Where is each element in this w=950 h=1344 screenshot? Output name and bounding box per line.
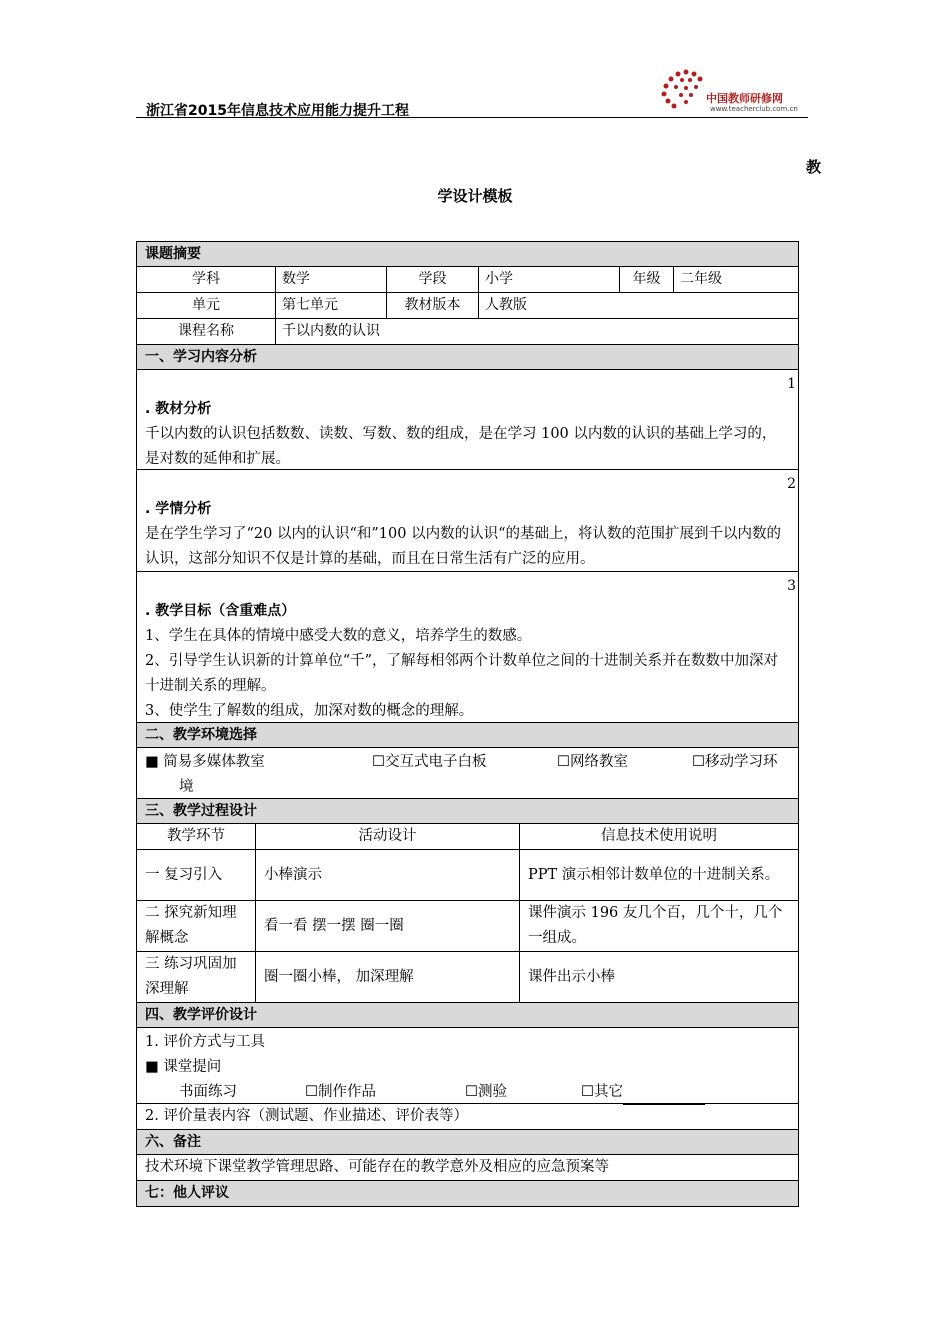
eval-option-work[interactable]: ☐制作作品 — [305, 1084, 376, 1100]
section2-heading: 二、教学环境选择 — [137, 723, 798, 748]
subject-value[interactable]: 数学 — [276, 267, 387, 292]
table-row — [137, 901, 798, 952]
col-activity-header: 活动设计 — [256, 824, 520, 849]
teaching-goal-item[interactable]: 1、学生在具体的情境中感受大数的意义，培养学生的数感。 — [145, 628, 532, 644]
evaluation-methods — [137, 1028, 798, 1104]
logo-url: www.teacherclub.com.cn — [710, 105, 798, 113]
process-header-row — [137, 824, 798, 850]
student-analysis-title: . 学情分析 — [145, 501, 212, 517]
eval-option-questioning[interactable]: ■ 课堂提问 — [145, 1059, 222, 1075]
section1-students — [137, 470, 798, 572]
notes-row — [137, 1155, 798, 1181]
logo-name: 中国教师研修网 — [706, 92, 783, 105]
eval-option-test[interactable]: ☐测验 — [465, 1084, 507, 1100]
env-option-mobile[interactable]: ☐移动学习环 — [692, 754, 778, 770]
stage-label: 学段 — [387, 267, 479, 292]
section1-goals — [137, 572, 798, 723]
teaching-goal-item[interactable]: 2、引导学生认识新的计算单位“千”，了解每相邻两个计数单位之间的十进制关系并在数数中加深对十进制关系的理解。 — [145, 653, 779, 694]
col-stage-header: 教学环节 — [137, 824, 256, 849]
eval-option-other[interactable]: ☐其它 — [581, 1084, 623, 1100]
eval-option-other-wrap — [581, 1080, 705, 1105]
process-stage[interactable]: 二 探究新知理解概念 — [137, 901, 256, 951]
evaluation-scale-text[interactable]: 2. 评价量表内容（测试题、作业描述、评价表等） — [145, 1108, 468, 1124]
grade-label: 年级 — [620, 267, 674, 292]
col-tech-header: 信息技术使用说明 — [601, 828, 717, 844]
env-option-network[interactable]: ☐网络教室 — [557, 754, 628, 770]
process-tech[interactable]: PPT 演示相邻计数单位的十进制关系。 — [528, 866, 780, 883]
process-activity[interactable]: 小棒演示 — [256, 850, 520, 900]
course-value[interactable]: 千以内数的认识 — [282, 323, 380, 339]
section1-heading: 一、学习内容分析 — [137, 345, 798, 370]
table-row — [137, 850, 798, 901]
summary-row-3 — [137, 319, 798, 345]
summary-row-2 — [137, 293, 798, 319]
unit-label: 单元 — [137, 293, 276, 318]
table-row — [137, 952, 798, 1003]
textbook-analysis-title: . 教材分析 — [145, 401, 212, 417]
item-number: 3 — [787, 578, 796, 594]
header-divider — [136, 117, 808, 118]
subject-label: 学科 — [137, 267, 276, 292]
section4-heading: 四、教学评价设计 — [137, 1003, 798, 1028]
environment-options — [137, 748, 798, 799]
summary-heading: 课题摘要 — [137, 242, 798, 267]
grade-value[interactable]: 二年级 — [680, 271, 722, 287]
teaching-goals-title: . 教学目标（含重难点） — [145, 603, 296, 619]
process-tech[interactable]: 课件出示小棒 — [528, 968, 615, 985]
process-stage[interactable]: 一 复习引入 — [137, 850, 256, 900]
lesson-plan-form — [136, 241, 799, 1207]
unit-value[interactable]: 第七单元 — [276, 293, 387, 318]
section7-heading: 七：他人评议 — [137, 1181, 798, 1206]
edition-label: 教材版本 — [387, 293, 479, 318]
env-option-whiteboard[interactable]: ☐交互式电子白板 — [372, 754, 487, 770]
other-blank-field[interactable] — [623, 1088, 705, 1105]
edition-value[interactable]: 人教版 — [485, 297, 527, 313]
item-number: 1 — [787, 376, 796, 392]
section6-heading: 六、备注 — [137, 1130, 798, 1155]
doc-title-part1: 教 — [806, 158, 822, 176]
evaluation-scale — [137, 1104, 798, 1130]
section1-textbook — [137, 370, 798, 470]
teaching-goal-item[interactable]: 3、使学生了解数的组成，加深对数的概念的理解。 — [145, 703, 474, 719]
process-activity[interactable]: 看一看 摆一摆 圈一圈 — [256, 901, 520, 951]
notes-text[interactable]: 技术环境下课堂教学管理思路、可能存在的教学意外及相应的应急预案等 — [145, 1159, 609, 1175]
process-stage[interactable]: 三 练习巩固加深理解 — [137, 952, 256, 1002]
eval-option-written[interactable]: 书面练习 — [179, 1084, 237, 1100]
stage-value[interactable]: 小学 — [479, 267, 620, 292]
student-analysis-text[interactable]: 是在学生学习了“20 以内的认识“和”100 以内数的认识“的基础上，将认数的范围扩展到千以内数的认识，这部分知识不仅是计算的基础，而且在日常生活有广泛的应用。 — [145, 526, 781, 567]
process-activity[interactable]: 圈一圈小棒， 加深理解 — [256, 952, 520, 1002]
env-option-multimedia[interactable]: ■ 简易多媒体教室 — [145, 754, 265, 770]
process-tech[interactable]: 课件演示 196 友几个百，几个十，几个一组成。 — [528, 905, 783, 946]
evaluation-methods-title: 1. 评价方式与工具 — [145, 1034, 265, 1050]
summary-row-1 — [137, 267, 798, 293]
doc-title-part2: 学设计模板 — [437, 187, 513, 205]
section3-heading: 三、教学过程设计 — [137, 799, 798, 824]
item-number: 2 — [787, 476, 796, 492]
header-title: 浙江省2015年信息技术应用能力提升工程 — [146, 103, 409, 119]
textbook-analysis-text[interactable]: 千以内数的认识包括数数、读数、写数、数的组成，是在学习 100 以内数的认识的基础上学习的，是对数的延伸和扩展。 — [145, 426, 777, 467]
course-label: 课程名称 — [137, 319, 276, 344]
env-option-mobile-wrap: 境 — [179, 779, 194, 795]
